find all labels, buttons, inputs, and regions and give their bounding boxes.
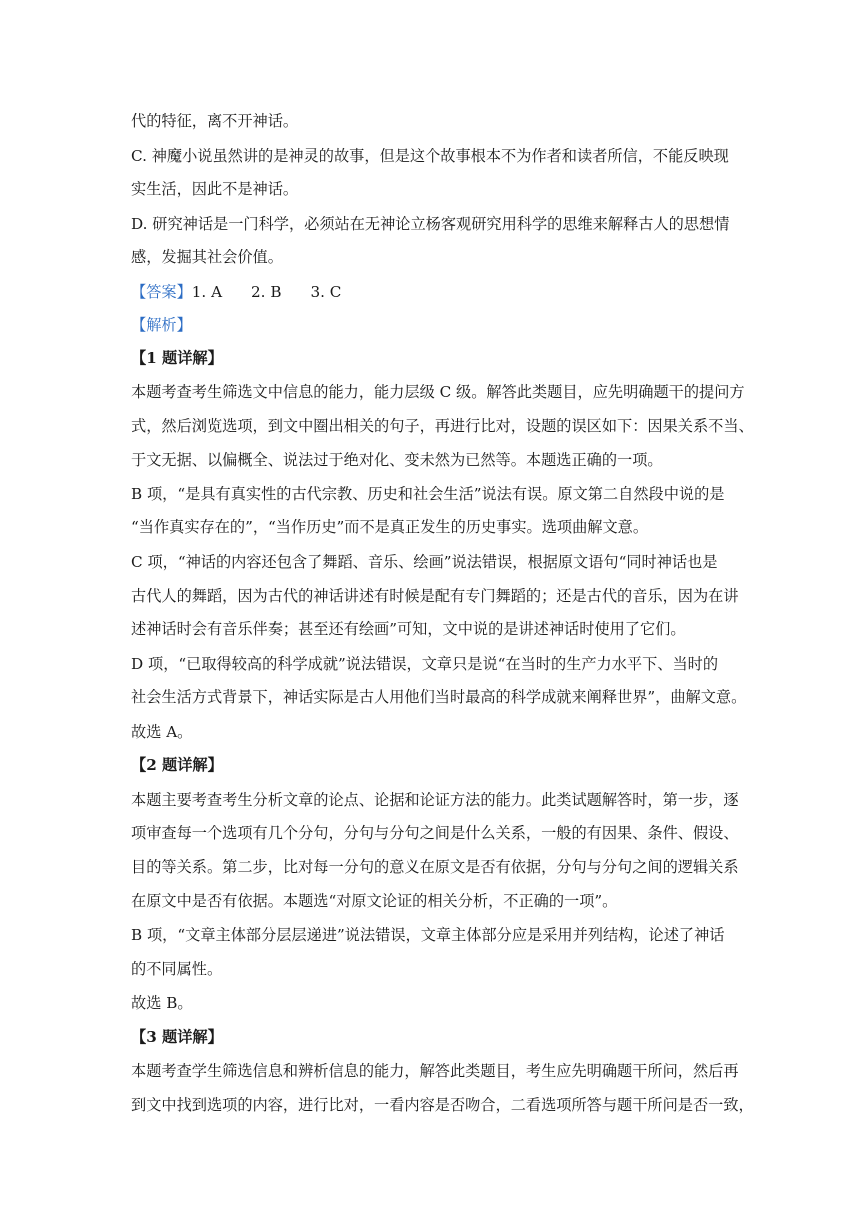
q1-line: D 项，“已取得较高的科学成就”说法错误，文章只是说“在当时的生产力水平下、当时的: [131, 655, 719, 673]
q1-line: 本题考查考生筛选文中信息的能力，能力层级 C 级。解答此类题目，应先明确题干的提问方: [131, 383, 745, 401]
q1-line: 述神话时会有音乐伴奏；甚至还有绘画”可知，文中说的是讲述神话时使用了它们。: [131, 620, 686, 638]
q1-line: B 项，“是具有真实性的古代宗教、历史和社会生活”说法有误。原文第二自然段中说的是: [131, 485, 725, 503]
q1-line: 式，然后浏览选项，到文中圈出相关的句子，再进行比对，设题的误区如下：因果关系不当、: [131, 417, 754, 435]
q1-line: C 项，“神话的内容还包含了舞蹈、音乐、绘画”说法错误，根据原文语句“同时神话也是: [131, 553, 718, 571]
q1-line: 社会生活方式背景下，神话实际是古人用他们当时最高的科学成就来阐释世界”，曲解文意。: [131, 688, 747, 706]
q1-heading: 【1 题详解】: [131, 349, 223, 367]
option-d-line: D. 研究神话是一门科学，必须站在无神论立杨客观研究用科学的思维来解释古人的思想情: [131, 215, 730, 233]
q1-line: “当作真实存在的”，“当作历史”而不是真正发生的历史事实。选项曲解文意。: [131, 518, 649, 536]
q3-heading: 【3 题详解】: [131, 1028, 223, 1046]
q2-line: 的不同属性。: [131, 960, 223, 978]
q2-line: 目的等关系。第二步，比对每一分句的意义在原文是否有依据，分句与分句之间的逻辑关系: [131, 858, 739, 876]
q2-line: B 项，“文章主体部分层层递进”说法错误，文章主体部分应是采用并列结构，论述了神话: [131, 926, 725, 944]
answer-text: 1. A 2. B 3. C: [191, 283, 342, 301]
text-line: 代的特征，离不开神话。: [131, 112, 299, 130]
q2-line: 故选 B。: [131, 994, 193, 1012]
q1-line: 故选 A。: [131, 723, 193, 741]
q1-line: 古代人的舞蹈，因为古代的神话讲述有时候是配有专门舞蹈的；还是古代的音乐，因为在讲: [131, 587, 739, 605]
option-c-line: C. 神魔小说虽然讲的是神灵的故事，但是这个故事根本不为作者和读者所信，不能反映现: [131, 147, 729, 165]
q1-line: 于文无据、以偏概全、说法过于绝对化、变未然为已然等。本题选正确的一项。: [131, 451, 663, 469]
text-line: 感，发掘其社会价值。: [131, 248, 283, 266]
text-line: 实生活，因此不是神话。: [131, 180, 299, 198]
answer-line: [131, 281, 741, 303]
q3-line: 到文中找到选项的内容，进行比对，一看内容是否吻合，二看选项所答与题干所问是否一致，: [131, 1096, 754, 1114]
answer-tag: 【答案】: [131, 283, 192, 301]
q2-heading: 【2 题详解】: [131, 756, 223, 774]
analysis-tag: 【解析】: [131, 316, 192, 334]
q2-line: 在原文中是否有依据。本题选“对原文论证的相关分析，不正确的一项”。: [131, 892, 618, 910]
q3-line: 本题考查学生筛选信息和辨析信息的能力，解答此类题目，考生应先明确题干所问，然后再: [131, 1062, 739, 1080]
q2-line: 本题主要考查考生分析文章的论点、论据和论证方法的能力。此类试题解答时，第一步，逐: [131, 791, 739, 809]
q2-line: 项审查每一个选项有几个分句，分句与分句之间是什么关系，一般的有因果、条件、假设、: [131, 824, 739, 842]
